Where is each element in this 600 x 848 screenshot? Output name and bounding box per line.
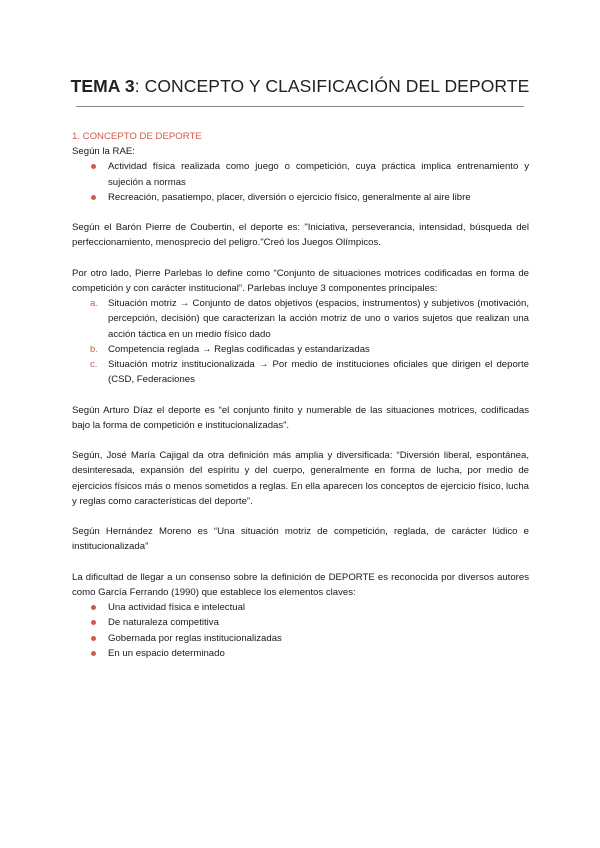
bullet-icon xyxy=(91,636,96,641)
bullet-icon xyxy=(91,620,96,625)
key-elements-list xyxy=(72,600,529,661)
parlebas-components-list xyxy=(72,296,529,387)
bullet-icon xyxy=(91,195,96,200)
bullet-icon xyxy=(91,651,96,656)
rae-definition-list xyxy=(72,159,529,205)
list-item: De naturaleza competitiva xyxy=(108,615,529,630)
title-text: : CONCEPTO Y CLASIFICACIÓN DEL DEPORTE xyxy=(134,76,530,96)
section-heading: 1. CONCEPTO DE DEPORTE xyxy=(72,131,202,142)
list-marker: b. xyxy=(90,343,99,355)
diaz-paragraph: Según Arturo Díaz el deporte es “el conjunto finito y numerable de las situaciones motrices, codificadas bajo la forma de competición e institucionalizadas”. xyxy=(72,404,529,431)
list-item: c. Situación motriz institucionalizada → Por medio de instituciones oficiales que dirigen el deporte (CSD, Federaciones xyxy=(90,359,529,386)
list-marker: a. xyxy=(90,298,99,310)
list-marker: c. xyxy=(90,359,98,371)
list-item: a. Situación motriz → Conjunto de datos objetivos (espacios, instrumentos) y subjetivos (motivación, percepción, decisión) que caracterizan la acción motriz de uno o varios sujetos que realizan una acción táctica en un medio físico dado xyxy=(90,298,529,340)
bullet-icon xyxy=(91,605,96,610)
list-item: Recreación, pasatiempo, placer, diversión o ejercicio físico, generalmente al aire libre xyxy=(108,190,529,205)
list-item: Una actividad física e intelectual xyxy=(108,600,529,615)
coubertin-paragraph: Según el Barón Pierre de Coubertin, el deporte es: "Iniciativa, perseverancia, intensidad, búsqueda del perfeccionamiento, menosprecio del peligro."Creó los Juegos Olímpicos. xyxy=(72,222,529,249)
cajigal-paragraph: Según, José María Cajigal da otra definición más amplia y diversificada: “Diversión liberal, espontánea, desinteresada, expansión del espíritu y del cuerpo, generalmente en forma de lucha, por medio de ejercicios físicos más o menos sometidos a reglas. En ella aparecen los conceptos de ejercicio físico, lucha y reglas como características del deporte”. xyxy=(72,450,529,507)
bullet-icon xyxy=(91,164,96,169)
list-item: Gobernada por reglas institucionalizadas xyxy=(108,631,529,646)
dificultad-paragraph: La dificultad de llegar a un consenso sobre la definición de DEPORTE es reconocida por diversos autores como García Ferrando (1990) que establece los elementos claves: xyxy=(72,571,529,598)
parlebas-paragraph: Por otro lado, Pierre Parlebas lo define como “Conjunto de situaciones motrices codificadas en forma de competición y con carácter institucional”. Parlebas incluye 3 componentes principales: xyxy=(72,267,529,294)
title-divider xyxy=(76,106,524,107)
page-title xyxy=(0,76,600,97)
hernandez-paragraph: Según Hernández Moreno es “Una situación motriz de competición, reglada, de carácter lúdico e institucionalizada” xyxy=(72,526,529,553)
document-body xyxy=(72,129,529,661)
list-item: En un espacio determinado xyxy=(108,646,529,661)
rae-intro: Según la RAE: xyxy=(72,146,135,158)
title-number: TEMA 3 xyxy=(70,76,135,96)
list-item: b. Competencia reglada → Reglas codificadas y estandarizadas xyxy=(108,342,529,357)
list-item: Actividad física realizada como juego o competición, cuya práctica implica entrenamiento y sujeción a normas xyxy=(108,159,529,189)
